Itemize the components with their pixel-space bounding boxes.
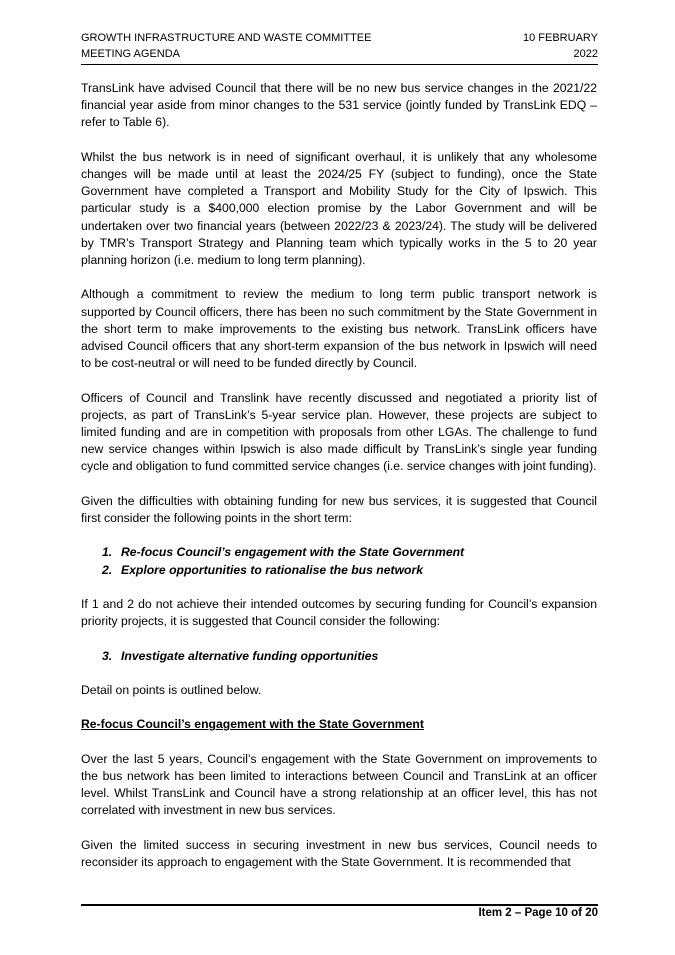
paragraph-2: Whilst the bus network is in need of significant overhaul, it is unlikely that any wholesome changes will be made until at least the 2024/25 FY (subject to funding), once the State Government have completed a Transport and Mobility Study for the City of Ipswich. This particular study is a $400,000 election promise by the Labor Government and will be undertaken over two financial years (between 2022/23 & 2023/24). The study will be delivered by TMR’s Transport Strategy and Planning team which typically works in the 5 to 20 year planning horizon (i.e. medium to long term planning). — [81, 149, 597, 268]
list-item-text: Explore opportunities to rationalise the bus network — [121, 562, 424, 577]
committee-title: GROWTH INFRASTRUCTURE AND WASTE COMMITTEE — [81, 32, 372, 44]
list-item-text: Re-focus Council’s engagement with the State Government — [121, 545, 465, 560]
meeting-date-day-month: 10 FEBRUARY — [523, 32, 598, 44]
section-heading: Re-focus Council’s engagement with the State Government — [81, 717, 424, 732]
paragraph-5: Given the difficulties with obtaining funding for new bus services, it is suggested that Council first consider the following points in the short term: — [81, 493, 597, 526]
list-item-number: 3. — [102, 648, 113, 663]
numbered-list-1 — [81, 544, 597, 578]
paragraph-3: Although a commitment to review the medium to long term public transport network is supported by Council officers, there has been no such commitment by the State Government in the short term to make improvements to the existing bus network. TransLink officers have advised Council officers that any short-term expansion of the bus network in Ipswich will need to be cost-neutral or will need to be funded directly by Council. — [81, 287, 597, 371]
paragraph-9: Given the limited success in securing investment in new bus services, Council needs to reconsider its approach to engagement with the State Government. It is recommended that — [81, 837, 597, 869]
numbered-list-2 — [81, 648, 597, 665]
page-number: Item 2 – Page 10 of 20 — [478, 907, 598, 919]
list-item — [102, 648, 597, 665]
header-right — [523, 31, 598, 62]
list-item — [102, 562, 597, 579]
document-type: MEETING AGENDA — [81, 47, 181, 60]
footer-divider — [81, 904, 598, 906]
meeting-date-year: 2022 — [573, 47, 598, 60]
list-item-number: 2. — [102, 562, 113, 577]
header-left — [81, 31, 371, 62]
paragraph-8: Over the last 5 years, Council’s engagement with the State Government on improvements to the bus network has been limited to interactions between Council and TransLink at an officer level. Whilst TransLink and Council have a strong relationship at an officer level, this has not correlated with investment in new bus services. — [81, 751, 597, 818]
paragraph-1: TransLink have advised Council that there will be no new bus service changes in the 2021/22 financial year aside from minor changes to the 531 service (jointly funded by TransLink EDQ – refer to Table 6). — [81, 81, 597, 130]
paragraph-7: Detail on points is outlined below. — [81, 682, 262, 697]
paragraph-6: If 1 and 2 do not achieve their intended outcomes by securing funding for Council’s expansion priority projects, it is suggested that Council consider the following: — [81, 597, 597, 629]
list-item-number: 1. — [102, 545, 113, 560]
paragraph-4: Officers of Council and Translink have recently discussed and negotiated a priority list of projects, as part of TransLink’s 5-year service plan. However, these projects are subject to limited funding and are in competition with proposals from other LGAs. The challenge to fund new service changes within Ipswich is also made difficult by TransLink’s single year funding cycle and obligation to fund committed service changes (i.e. service changes with joint funding). — [81, 390, 597, 474]
header-divider — [81, 64, 598, 65]
list-item-text: Investigate alternative funding opportunities — [121, 648, 379, 663]
page-content — [81, 80, 597, 888]
list-item — [102, 544, 597, 561]
